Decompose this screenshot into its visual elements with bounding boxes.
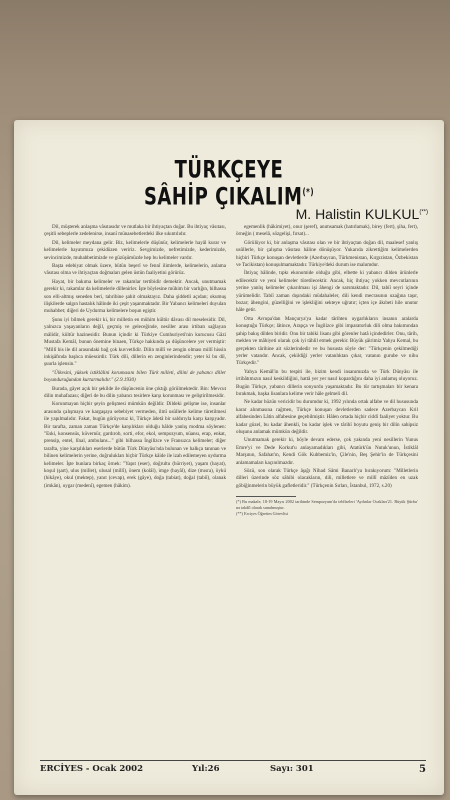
paragraph: Korunmayan hiçbir şeyin gelişmesi mümkün değildir. Dildeki gelişme ise, insanlar arasında çalışmaya ve kargaşaya sebebiyet vermeden, ilmî usûllerle kelime türetilmesi ile yapılmalıdır. Fakat, bugün görüyoruz ki, Türkçe âdetâ bir saldırıyla karşı karşıyadır. Bir tarafta, zaman zaman Türkçe'de karşılıkları olduğu hâlde yanlış modma söylenen: "Eski, konsensüs, küvernür, gardırob, sorti, efor, ekol, sempozyum, nüansı, erap, enkat, prensip, entel, lînal, ambulans..." gibi bilhassa İngilizce ve Fransızca kelimeler; diğer tarafta, yine karşılıkları eserlerde bütün Türk Dünyâsı'nda bulunan ve halkça tanınan ve bilinen kelimelerin yerine, doğrulukları hiçbir Türkçe kâide ile izah edilemeyen uydurma kelimeler. İşte bunlara birkaç örnek: "Yapıt (eser), doğrultu (hürriyet), yaşam (hayat), koşul (şart), ulus (millet), ulusal (millî), önem (kolâl), imge (hayâl), dize (mısra), öykü (hikâye), okul (mektep), yanıt (cevap), erek (gâye), doğa (tabiat), doğal (tabiî), olanak (imkân), uygar (medenî), egemen (hâkim). [44, 401, 226, 489]
paragraph: Sözü, son olarak Türkçe âşığı Nihad Sâmi Banarlı'ya bırakıyorum: "Milletlerin dilleri üzerinde söz sâhibi olacakların, dili, milletlere ve millî mâzîden en uzak göbiğinmelerin büyük gafletleridir." (Türkçenin Sırları, İstanbul, 1972, s.20) [236, 468, 418, 489]
paragraph: "Ülkesini, yüksek istiklâlini korumasını bilen Türk milleti, dilini de yabancı diller boyunduruğundan kurtarmalıdır." (2.9.1930) [44, 369, 226, 384]
paragraph: Başta edebiyat olmak üzere, bütün beşerî ve fennî ilimlerde, kelimelerin, anlama vâsıtası olma ve ihtiyaçtan doğmaları gelen üstün faaliyetini görürüz. [44, 263, 226, 277]
footnote: (*) Bu makale, 18-19 Mayıs 2002 tarihinde Sempozyum'da teblîseleri 'Aydınlar Ocakları'21. Büyük Şûrâsı' na takdîl olarak sunulmuştur. [236, 499, 418, 510]
article-title [14, 156, 444, 212]
paragraph: Burada, gâyet açık bir şekilde ile düşüncenin öne çıktığı görülmektedir. Bin: Mevcut dilin muhafazası; diğeri de bu dilin yabancı tesirlere karşı korunması ve geliştirilmesidir. [44, 385, 226, 399]
title-line-2: SÂHİP ÇIKALIM(*) [143, 182, 315, 212]
paragraph: Görülüyor ki, bir anlaşma vâsıtası olan ve bir ihtiyaçtan doğan dil, maalesef yanlış usûllerle, bir çalışma vâsıtası hâline dönüşüyor. Yukarıda zikrettiğim kelimelerden hiçbiri Türkçe konuşan devletlerde (Azerbaycan, Türkmenistan, Kırgızistan, Özbekistan ve Tacikistan) konuşulmamaktadır. Türkiye'deki durum ise malumdur. [236, 239, 418, 269]
paragraph: Dil, müşterek anlaşma vâsıtasıdır ve mutlaka bir ihtiyaçtan doğar. Bu ihtiyaç vâsıtası, çeşitli sebeplerle zedelenirse, insanî münasebetlerdeki ilke sıkıntılıdır. [44, 224, 226, 238]
paragraph: İhtiyaç hâlinde, tıpkı ekonomide olduğu gibi, elbette ki yabancı dilden ürünlerle edilecektir ve yeni kelimeler türetilecektir. Ancak, hiç ihtiyaç yokken mevcutlarının yerine yanlış kelimeler çıkarılması işi âhengi de sarsmaktadır. Dil, tabiî seyri içinde yürümelidir. Tabiî zaman dışındaki müdahaleler, dili kendi mecrasının uzağına taşır, bozar; âhengini, güzelliğini ve işlekliğini sekteye uğratır; içten içe âkıbeti hile unutur hâle getir. [236, 270, 418, 314]
paragraph: Yahya Kemâl'in bu tespiti ile, bizim kendi insanımızda ve Türk Dünyâsı ile irtibâtımızın nasıl keskildiğini, hattâ yer yer nasıl kopardığını daha iyi anlamış oluyoruz. Bugün Türkçe, yabancı dillerin sonyurdu yaşamaktadır. Bu tür tartışmaları bir kenara bırakmak, başka lisanlara kelime verir hâle gelmeli dil. [236, 368, 418, 397]
author-name: M. Halistin KULKUL(**) [295, 206, 428, 222]
paragraph: Şunu iyi bilmek gerekir ki, bir milletin en mühim kültür dâvası dil meselesidir. Dil, yalnızca yaşayanların değil, geçmiş ve geleceğinde, nesiller arası irtibatı sağlayan mâlidir, kültür hazinesidir. Bunun içindir ki Türkiye Cumhuriyeti'nin kurucusu Gâzi Mustafa Kemâl, bunun önemine binaen, Türkçe hakkında şu düşüncelere yer vermiştir: "Millî his ile dil arasındaki bağ çok kuvvetlidir. Dilin millî ve zengin olması millî hissin inkişâfında başlıca müessirdir. Türk dili, dillerin en zenginlerindendir; yeter ki bu dil, şuurla işlensin." [44, 316, 226, 368]
paragraph: Dil, kelimeler meydana gelir. Biz, kelimelerle düşünür, kelimelerle hayâl kurar ve kelimelerle hayatımıza çekidüzen veririz. Sevgimizde, nefretimizde, kederimizde, sevincimizde, muhabbetimizde ve güzüşümüzde hep bu kelimeler vardır. [44, 239, 226, 261]
footnote: (**) Erciyes Öğretim Görevlisi [236, 511, 289, 517]
left-column [44, 224, 226, 744]
paragraph: egemenlik (hâkimiyet), onur (şeref), anımsamak (hatırlamak), birey (fert), şiha, fert), örneğin ( meselâ, sözgelişi, fırsat)... [236, 224, 418, 238]
footer-volume: Yıl:26 [192, 764, 220, 774]
footer-page-number: 5 [419, 764, 426, 775]
author-footnote-mark: (**) [419, 209, 428, 216]
footer-magazine-date: ERCİYES - Ocak 2002 [40, 764, 144, 774]
paragraph: Hayat, bir bakıma kelimeler ve rakamlar tertibidir demektir. Ancak, unutmamak gerekir ki, rakamlar da kelimelerle dillenirler. İşte böylesine mühim bir varlığın, bilhassa son elli-altmış seneden beri, tahribine şahit olmaktayız. Daha şiddetli açıdan; okumuş ilişkilerde salgın hastalık hâlinde iki çeşit yaşanmaktadır. Bir Yabancı kelimeleri duyulan muhabbet; diğeri de Uydurma kelimelere boşun egiştir. [44, 278, 226, 315]
magazine-page [14, 120, 444, 795]
article-body [44, 224, 418, 744]
paragraph: Unutmamak gerekir ki, böyle devam ederse, çok yakında yeni nesillerin Yunus Emre'yi ve Dede Korkut'u anlayamadıkları gibi, Atatürk'ün Nutuk'unun, İstiklâl Marşının, Safahat'ın, Kendi Gök Kubbemiz'in, Çile'nin, Beş Şehir'in de Türkçesini anlamamaları kaçınılmazdır. [236, 437, 418, 466]
title-line-1: TÜRKÇEYE [174, 156, 284, 185]
page-footer [40, 760, 426, 779]
footer-issue: Sayı: 301 [270, 764, 314, 774]
paragraph: Ne kadar hüzün vericidir bu durumdur ki, 1992 yılında ortak alfabe ve dil hususunda karar alınmasına rağmen, Türkçe konuşan devletlerden sadece Azerbaycan Kril alfabesinden Lâtin alfabesine geçebilmiştir. Hâlen ortada hiçbir ciddî faaliyet yoktur. Bu kadar güzel, bu kadar âhenkli, bu kadar işlek ve târihî boyutu geniş bir dilin sahipsiz oluşunu anlamak mümkün değildir. [236, 399, 418, 435]
paragraph: Orta Avrupa'dan Mançurya'ya kadar târihten uygarlıkların insanın aralarda konuştuğu Türkçe; lâtince, Arapça ve İngilizce gibi imparatorluk dili olma bakımından şahip bakış dilden biridir. Onu bir tabiki lisanı gibi görenler hatâ içindedirler. Onu, târih, meklen ve mâhiyeti olarak çok iyi tâhlil etmek gerekir. Büyük şâirimiz Yahya Kemal, bu gerçekten târihine ait sözlerindedir ve bu hususta söyle der: "Türkçenin çekilmediği yerler vatandır. Ancak, çekildiği yerler vatanlıktan çıkar, vatanın gurube ve nihu Türkçedir." [236, 315, 418, 367]
footnote-divider [236, 496, 296, 497]
title-footnote-mark: (*) [302, 186, 315, 198]
right-column [236, 224, 418, 744]
